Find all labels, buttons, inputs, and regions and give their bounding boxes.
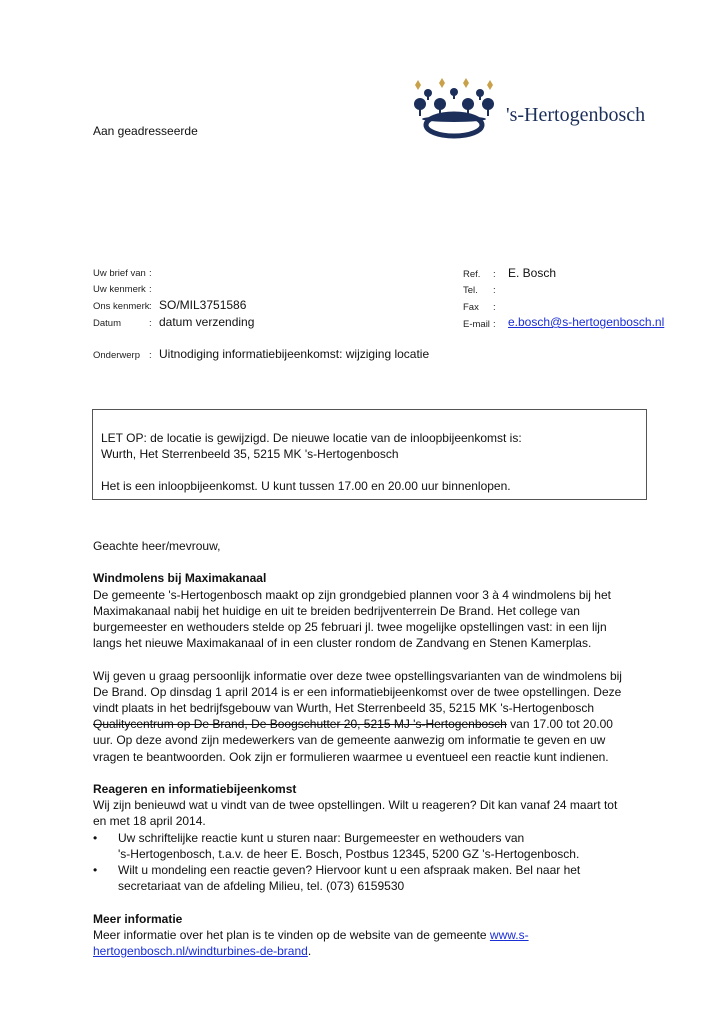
meta-label-tel: Tel.: [463, 285, 478, 296]
meta-label-datum: Datum: [93, 318, 121, 329]
meta-label-ref: Ref.: [463, 269, 481, 280]
subject-label: Onderwerp: [93, 350, 140, 361]
list-item: [93, 862, 653, 894]
letter-body: [93, 538, 653, 959]
body-line: De gemeente 's-Hertogenbosch maakt op zijn grondgebied plannen voor 3 à 4 windmolens bij het: [93, 587, 611, 602]
bullet-icon: •: [93, 830, 98, 845]
crown-logo-icon: [412, 76, 504, 140]
list-item-text: 's-Hertogenbosch, t.a.v. de heer E. Bosch, Postbus 12345, 5200 GZ 's-Hertogenbosch.: [118, 846, 580, 861]
body-line: Wij zijn benieuwd wat u vindt van de twee opstellingen. Wilt u reageren? Dit kan vanaf 24 maart tot: [93, 798, 618, 813]
response-options-list: [93, 830, 653, 895]
meta-colon: :: [493, 319, 496, 330]
meta-label-uw-brief-van: Uw brief van: [93, 268, 146, 279]
meta-colon: :: [149, 301, 152, 312]
body-line: vragen te beantwoorden. Ook zijn er formulieren waarmee u eventueel een reactie kunt indienen.: [93, 749, 609, 764]
body-line: langs het nieuwe Maximakanaal of in een cluster rondom de Zandvang en Stenen Kamerplas.: [93, 636, 592, 651]
meta-value-ref: E. Bosch: [508, 266, 557, 280]
list-item-text: Uw schriftelijke reactie kunt u sturen naar: Burgemeester en wethouders van: [118, 830, 525, 845]
body-line: burgemeester en wethouders stelde op 25 februari jl. twee mogelijke opstellingen vast: in een lijn: [93, 620, 607, 634]
meta-colon: :: [493, 302, 496, 313]
meta-value-datum: datum verzending: [159, 315, 255, 329]
meta-colon: :: [149, 284, 152, 295]
body-line: uur. Op deze avond zijn medewerkers van de gemeente aanwezig om informatie te geven en uw: [93, 733, 606, 748]
email-link[interactable]: e.bosch@s-hertogenbosch.nl: [508, 315, 665, 329]
addressee: Aan geadresseerde: [93, 124, 198, 138]
meta-colon: :: [149, 268, 152, 279]
meta-colon: :: [493, 269, 496, 280]
section-heading-windmolens: Windmolens bij Maximakanaal: [93, 571, 267, 586]
notice-line: Het is een inloopbijeenkomst. U kunt tussen 17.00 en 20.00 uur binnenlopen.: [101, 479, 511, 493]
list-item-text: secretariaat van de afdeling Milieu, tel. (073) 6159530: [118, 879, 405, 894]
location-change-notice: [92, 409, 647, 500]
website-link[interactable]: www.s-: [489, 927, 529, 942]
subject-value: Uitnodiging informatiebijeenkomst: wijziging locatie: [159, 347, 430, 361]
body-line: Wij geven u graag persoonlijk informatie over deze twee opstellingsvarianten van de windmolens bij: [93, 668, 622, 683]
struck-old-location: Qualitycentrum op De Brand, De Boogschutter 20, 5215 MJ 's-Hertogenbosch: [93, 717, 507, 732]
section-heading-reageren: Reageren en informatiebijeenkomst: [93, 782, 297, 796]
meta-label-uw-kenmerk: Uw kenmerk: [93, 284, 146, 295]
body-line: [93, 943, 653, 959]
body-line: [93, 927, 653, 943]
body-line: vindt plaats in het bedrijfsgebouw van Wurth, Het Sterrenbeeld 35, 5215 MK 's-Hertogenbosch: [93, 701, 595, 715]
meta-colon: :: [149, 350, 152, 361]
section-heading-meer-informatie: Meer informatie: [93, 911, 183, 926]
period: .: [307, 944, 312, 959]
salutation: Geachte heer/mevrouw,: [93, 539, 221, 553]
logo-wordmark: 's-Hertogenbosch: [506, 104, 646, 126]
body-line: en met 18 april 2014.: [93, 814, 206, 829]
website-link[interactable]: hertogenbosch.nl/windturbines-de-brand: [93, 944, 308, 959]
list-item-text: Wilt u mondeling een reactie geven? Hiervoor kunt u een afspraak maken. Bel naar het: [118, 863, 581, 878]
meta-label-ons-kenmerk: Ons kenmerk: [93, 301, 150, 312]
list-item: [93, 830, 653, 862]
time-range: van 17.00 tot 20.00: [506, 717, 613, 732]
municipality-logo: [412, 76, 652, 140]
meta-colon: :: [149, 318, 152, 329]
body-line: De Brand. Op dinsdag 1 april 2014 is er een informatiebijeenkomst over de twee opstellingen. Deze: [93, 684, 622, 699]
notice-line: Wurth, Het Sterrenbeeld 35, 5215 MK 's-Hertogenbosch: [101, 447, 399, 461]
body-line: Maximakanaal nabij het huidige en uit te breiden bedrijventerrein De Brand. Het college van: [93, 603, 580, 618]
body-line: [93, 716, 653, 732]
info-text: Meer informatie over het plan is te vinden op de website van de gemeente: [93, 927, 490, 942]
notice-line: LET OP: de locatie is gewijzigd. De nieuwe locatie van de inloopbijeenkomst is:: [101, 431, 522, 445]
meta-value-ons-kenmerk: SO/MIL3751586: [159, 298, 247, 312]
meta-label-fax: Fax: [463, 302, 479, 313]
meta-colon: :: [493, 285, 496, 296]
meta-label-email: E-mail: [463, 319, 490, 330]
bullet-icon: •: [93, 863, 98, 878]
